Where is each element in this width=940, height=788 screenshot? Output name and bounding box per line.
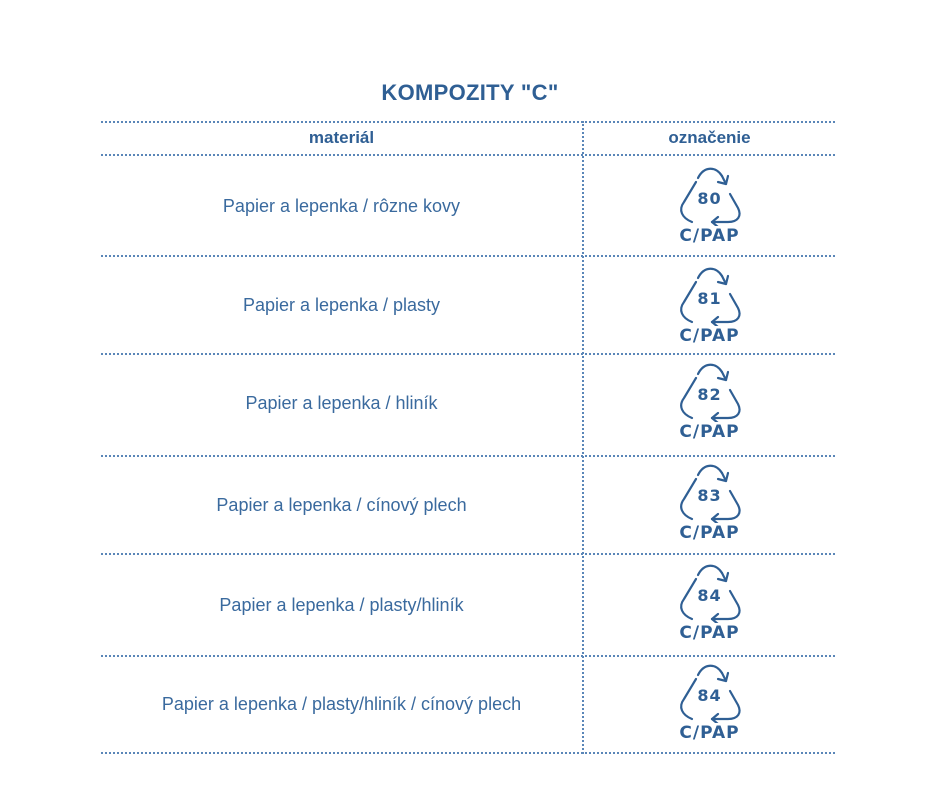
material-cell: Papier a lepenka / plasty [242, 295, 441, 315]
marking-cell [584, 264, 835, 346]
recycling-number: 81 [697, 289, 722, 308]
recycling-number: 83 [697, 486, 722, 505]
table-rule [101, 752, 835, 754]
recycling-triangle-icon [674, 561, 746, 623]
table-row [101, 257, 835, 353]
marking-cell [584, 360, 835, 442]
recycling-triangle-icon [674, 164, 746, 226]
recycling-triangle-icon [674, 360, 746, 422]
marking-cell [584, 561, 835, 643]
material-cell: Papier a lepenka / plasty/hliník [219, 595, 464, 615]
recycling-code: C/PAP [679, 422, 740, 442]
recycling-number: 82 [697, 385, 722, 404]
recycling-number: 84 [697, 686, 722, 705]
marking-cell [584, 461, 835, 543]
recycling-code: C/PAP [679, 326, 740, 346]
recycling-number: 84 [697, 586, 722, 605]
material-cell: Papier a lepenka / cínový plech [216, 495, 467, 515]
table-row [101, 355, 835, 455]
marking-cell [584, 164, 835, 246]
page-title: KOMPOZITY "C" [381, 80, 559, 105]
recycling-number: 80 [697, 189, 722, 208]
table-row [101, 457, 835, 553]
table-row [101, 555, 835, 655]
recycling-triangle-icon [674, 461, 746, 523]
table-row [101, 657, 835, 752]
material-cell: Papier a lepenka / plasty/hliník / cínový plech [161, 694, 522, 714]
marking-cell [584, 661, 835, 743]
material-cell: Papier a lepenka / rôzne kovy [222, 196, 461, 216]
material-cell: Papier a lepenka / hliník [245, 393, 438, 413]
recycling-code: C/PAP [679, 723, 740, 743]
recycling-code: C/PAP [679, 623, 740, 643]
table-row [101, 156, 835, 255]
recycling-triangle-icon [674, 264, 746, 326]
column-header-marking: označenie [668, 128, 751, 147]
recycling-code: C/PAP [679, 523, 740, 543]
recycling-code: C/PAP [679, 226, 740, 246]
recycling-triangle-icon [674, 661, 746, 723]
column-header-material: materiál [308, 128, 375, 147]
